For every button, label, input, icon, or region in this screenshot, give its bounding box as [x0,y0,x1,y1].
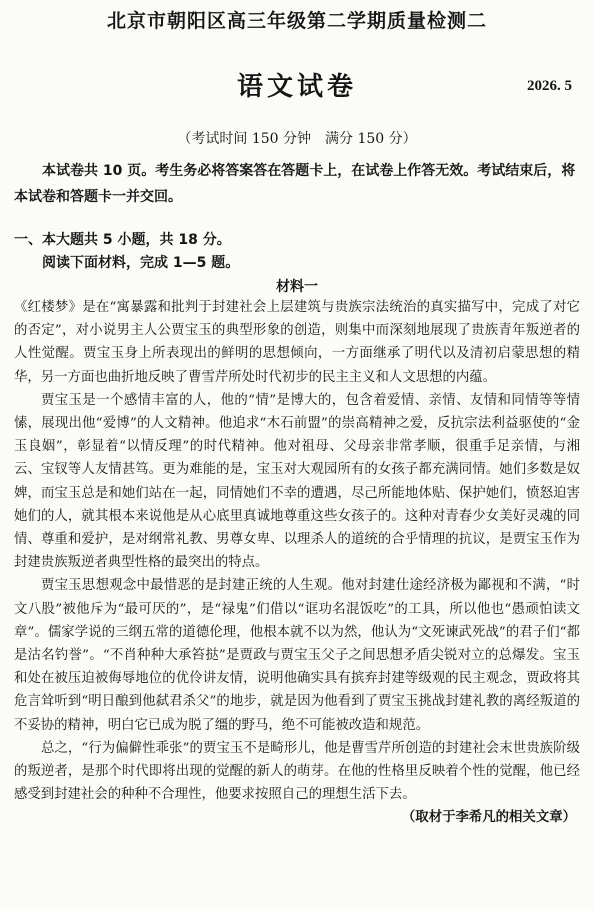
material-heading: 材料一 [276,279,318,295]
paper-title: 语文试卷 [236,72,357,102]
section-title: 一、本大题共 5 小题，共 18 分。 [14,232,231,248]
material-paragraph-2: 贾宝玉是一个感情丰富的人，他的“情”是博大的，包含着爱情、亲情、友情和同情等等情愫，展现出他“爱博”的人文精神。他追求“木石前盟”的崇高精神之爱，反抗宗法利益驱使的“金玉良姻”，彰显着“以情反理”的时代精神。他对祖母、父母亲非常孝顺，很重手足亲情，与湘云、宝钗等人友情甚笃。更为难能的是，宝玉对大观园所有的女孩子都充满同情。她们多数是奴婢，而宝玉总是和她们站在一起，同情她们不幸的遭遇，尽己所能地体贴、保护她们，愤怒迫害她们的人，就其根本来说他是从心底里真诚地尊重这些女孩子的。这种对青春少女美好灵魂的同情、尊重和爱护，是对纲常礼教、男尊女卑、以理杀人的道统的合乎情理的抗议，是贾宝玉作为封建贵族叛逆者典型性格的最突出的特点。 [14,392,580,571]
material-paragraph-4: 总之，“行为偏僻性乖张”的贾宝玉不是畸形儿，他是曹雪芹所创造的封建社会末世贵族阶级的叛逆者，是那个时代即将出现的觉醒的新人的萌芽。在他的性格里反映着个性的觉醒，他已经感受到封建社会的种种不合理性，他要求按照自己的理想生活下去。 [14,740,580,803]
exam-date: 2026. 5 [527,78,572,94]
section-instruction: 阅读下面材料，完成 1—5 题。 [42,255,240,271]
exam-title: 北京市朝阳区高三年级第二学期质量检测二 [106,10,487,32]
material-paragraph-3: 贾宝玉思想观念中最惜恶的是封建正统的人生观。他对封建仕途经济极为鄙视和不满，“时文八股”被他斥为“最可厌的”，是“禄鬼”们借以“诓功名混饭吃”的工具，所以他也“愚顽怕读文章”。儒家学说的三纲五常的道德伦理，他根本就不以为然，他认为“文死谏武死战”的君子们“都是沽名钓誉”。“不肖种种大承笞挞”是贾政与贾宝玉父子之间思想矛盾尖锐对立的总爆发。宝玉和处在被压迫被侮辱地位的优伶讲友情，说明他确实具有摈弃封建等级观的民主观念，贾政将其危言耸听到“明日酿到他弑君杀父”的地步，就是因为他看到了贾宝玉挑战封建礼教的离经叛道的不妥协的精神，明白它已成为脱了缰的野马，绝不可能被改造和规范。 [14,578,580,733]
exam-notice: 本试卷共 10 页。考生务必将答案答在答题卡上，在试卷上作答无效。考试结束后，将本试卷和答题卡一并交回。 [14,163,576,205]
material-body [14,296,580,830]
time-info: （考试时间 150 分钟 满分 150 分） [177,131,417,147]
material-paragraph-1: 《红楼梦》是在“寓暴露和批判于封建社会上层建筑与贵族宗法统治的真实描写中，完成了对它的否定”，对小说男主人公贾宝玉的典型形象的创造，则集中而深刻地展现了贵族青年叛逆者的人性觉醒。贾宝玉身上所表现出的鲜明的思想倾向，一方面继承了明代以及清初启蒙思想的精华，另一方面也曲折地反映了曹雪芹所处时代初步的民主主义和人文思想的内蕴。 [14,300,580,385]
material-source: （取材于李希凡的相关文章） [401,809,576,826]
